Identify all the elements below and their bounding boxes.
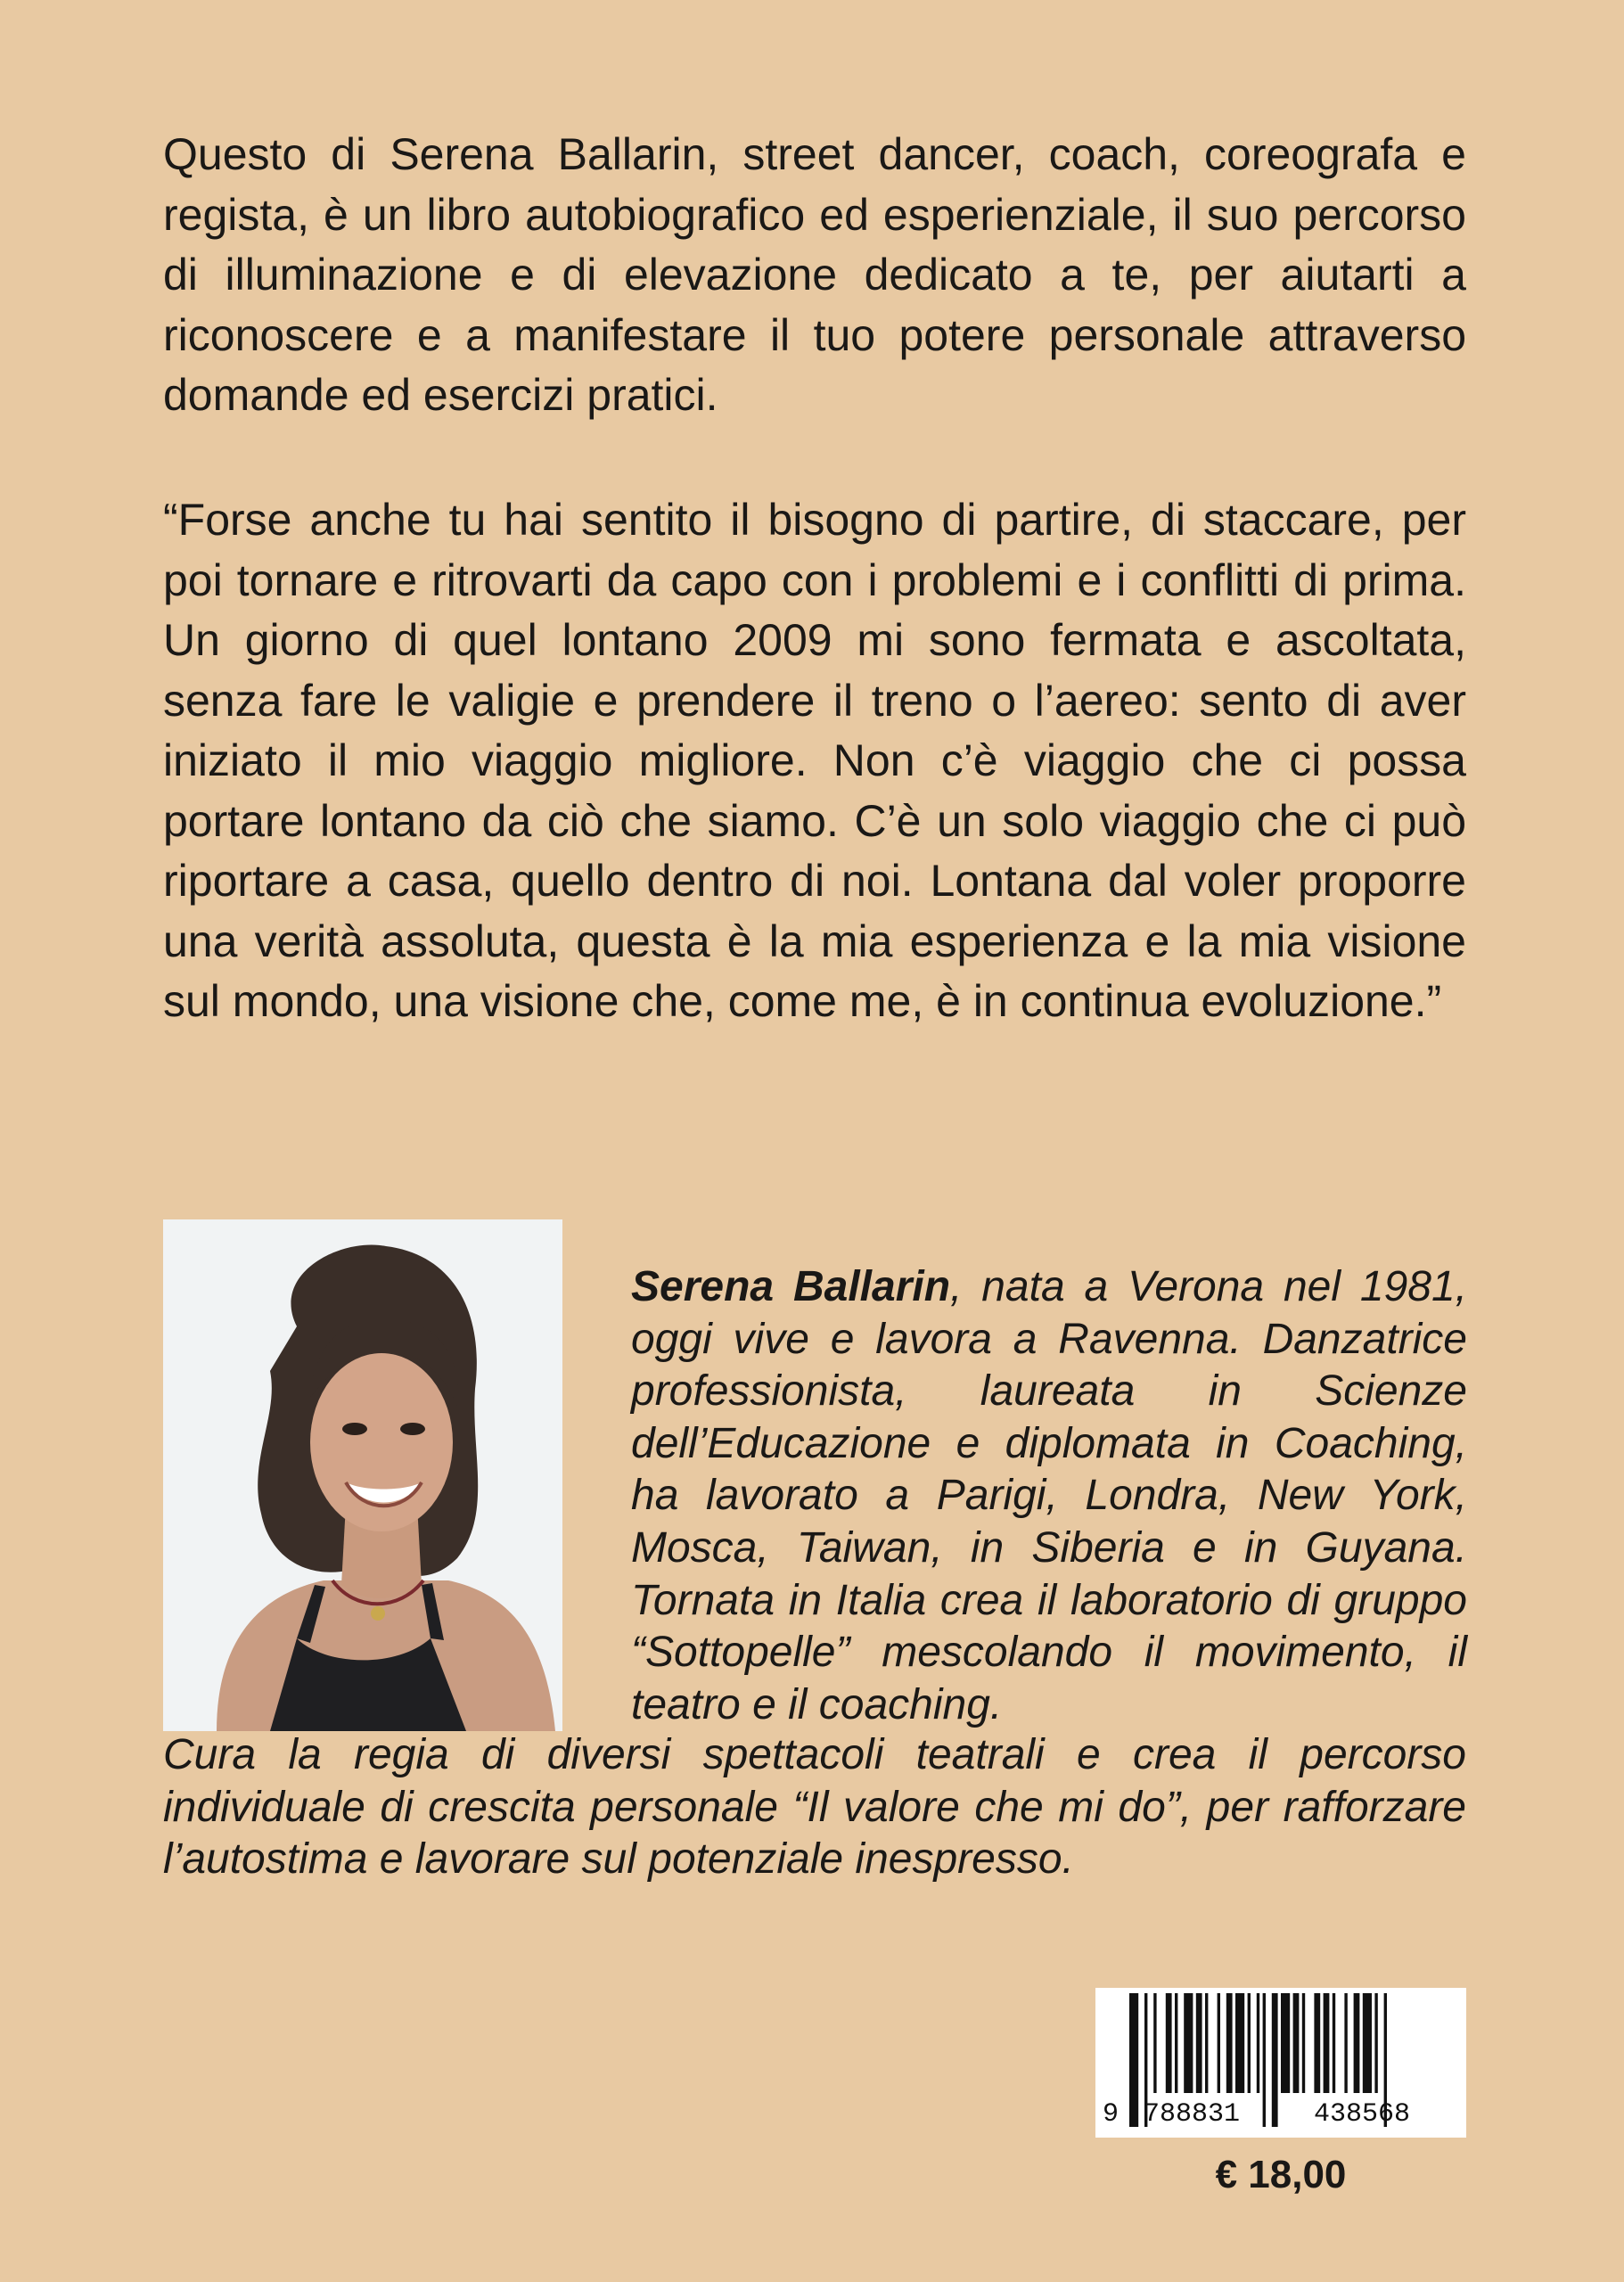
barcode-bar	[1205, 1993, 1208, 2093]
barcode-digit-first: 9	[1103, 2099, 1120, 2130]
barcode-bar	[1257, 1993, 1259, 2093]
barcode-bar	[1175, 1993, 1177, 2093]
author-bio-continued: Cura la regia di diversi spettacoli teatrali e crea il percorso individuale di crescita personale “Il valore che mi do”, per rafforzare l’autostima e lavorare sul potenziale inespresso.	[163, 1731, 1466, 1884]
barcode-bar	[1293, 1993, 1300, 2093]
barcode-bar	[1248, 1993, 1251, 2093]
barcode-bar	[1302, 1993, 1305, 2093]
barcode-digits-right: 438568	[1314, 2099, 1411, 2130]
barcode-bar	[1153, 1993, 1156, 2093]
barcode-bar	[1314, 1993, 1320, 2093]
blurb-paragraph-2: “Forse anche tu hai sentito il bisogno di partire, di staccare, per poi tornare e ritrovarti da capo con i problemi e i conflitti di prima. Un giorno di quel lontano 2009 mi sono fermata e ascoltata, senza fare le valigie e prendere il treno o l’aereo: sento di aver iniziato il mio viaggio migliore. Non c’è viaggio che ci possa portare lontano da ciò che siamo. C’è un solo viaggio che ci può riportare a casa, quello dentro di noi. Lontana dal voler proporre una verità assoluta, questa è la mia esperienza e la mia visione sul mondo, una visione che, come me, è in continua evoluzione.”	[163, 495, 1466, 1026]
barcode-digits-left: 788831	[1144, 2099, 1241, 2130]
barcode-bar	[1184, 1993, 1193, 2093]
author-name: Serena Ballarin	[631, 1263, 951, 1310]
blurb-paragraph-1: Questo di Serena Ballarin, street dancer, coach, coreografa e regista, è un libro autobiografico ed esperienziale, il suo percorso di illuminazione e di elevazione dedicato a te, per aiutarti a riconoscere e a manifestare il tuo potere personale attraverso domande ed esercizi pratici.	[163, 129, 1466, 420]
author-bio-intro: , nata a Verona nel 1981, oggi vive e lavora a Ravenna. Danzatrice professionista, laureata in Scienze dell’Educazione e diplomata in Coaching, ha lavorato a Parigi, Londra, New York, Mosca, Taiwan, in Siberia e in Guyana. Tornata in Italia crea il laboratorio di gruppo “Sottopelle” mescolando il movimento, il teatro e il coaching.	[631, 1263, 1467, 1728]
barcode-bar	[1226, 1993, 1233, 2093]
barcode-bar	[1324, 1993, 1330, 2093]
barcode-bar	[1333, 1993, 1335, 2093]
isbn-barcode	[1095, 1988, 1466, 2138]
barcode-bar	[1344, 1993, 1347, 2093]
author-photo	[163, 1219, 562, 1731]
barcode-bar	[1235, 1993, 1244, 2093]
barcode-bar	[1166, 1993, 1172, 2093]
barcode-bar	[1354, 1993, 1360, 2093]
author-bio	[631, 1261, 1467, 1731]
barcode-bar	[1196, 1993, 1202, 2093]
barcode-bar	[1363, 1993, 1372, 2093]
price: € 18,00	[1215, 2153, 1347, 2196]
barcode-bar	[1281, 1993, 1290, 2093]
barcode-bar	[1218, 1993, 1220, 2093]
barcode-bar	[1374, 1993, 1377, 2093]
barcode-digits	[1095, 2095, 1466, 2134]
